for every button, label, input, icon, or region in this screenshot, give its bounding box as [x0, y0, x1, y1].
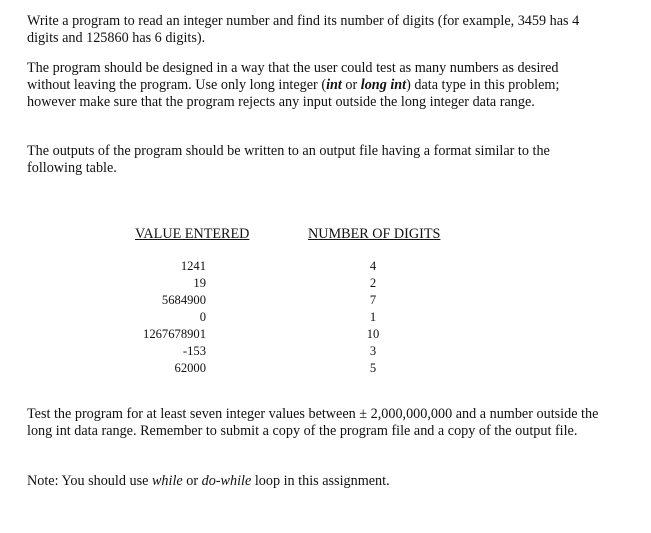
- table-cell-value: 1241: [180, 259, 206, 273]
- table-cell-digits: 2: [369, 276, 377, 290]
- note-or-text: or: [182, 473, 202, 489]
- table-cell-value: 0: [199, 310, 206, 324]
- table-cell-digits: 4: [369, 259, 377, 273]
- table-cell-value: 5684900: [161, 293, 206, 307]
- digits-column: [355, 258, 391, 377]
- int-keyword: int: [326, 77, 342, 93]
- table-cell-value: 62000: [174, 361, 206, 375]
- table-cell-digits: 1: [369, 310, 377, 324]
- note-text-a: Note: You should use: [27, 473, 152, 489]
- table-cell-digits: 3: [369, 344, 377, 358]
- table-cell-digits: 7: [369, 293, 377, 307]
- intro-paragraph: Write a program to read an integer number and find its number of digits (for example, 3459 has 4 digits and 125860 has 6 digits).: [27, 13, 580, 46]
- requirements-text-a: The program should be designed in a way that the user could test as many numbers as desired without leaving the program. Use only long integer (: [27, 60, 559, 93]
- note-text-b: loop in this assignment.: [251, 473, 390, 489]
- while-keyword: while: [151, 473, 183, 489]
- header-value-entered: VALUE ENTERED: [135, 226, 250, 242]
- header-number-of-digits: NUMBER OF DIGITS: [308, 226, 441, 242]
- long-int-keyword: long int: [360, 77, 407, 93]
- table-cell-value: -153: [182, 344, 206, 358]
- or-text: or: [341, 77, 361, 93]
- table-cell-digits: 5: [369, 361, 377, 375]
- output-format-paragraph: The outputs of the program should be written to an output file having a format similar to the following table.: [27, 143, 550, 176]
- table-cell-digits: 10: [366, 327, 380, 341]
- requirements-paragraph: [27, 60, 587, 111]
- testing-paragraph: Test the program for at least seven integer values between ± 2,000,000,000 and a number outside the long int data range. Remember to submit a copy of the program file and a copy of the output file.: [27, 406, 599, 439]
- table-cell-value: 1267678901: [143, 327, 206, 341]
- table-cell-value: 19: [193, 276, 206, 290]
- note-paragraph: [27, 473, 602, 490]
- value-column: [110, 258, 206, 377]
- do-while-keyword: do-while: [201, 473, 252, 489]
- requirements-text-b: ) data type in this problem; however make sure that the program rejects any input outside the long integer data range.: [27, 77, 560, 110]
